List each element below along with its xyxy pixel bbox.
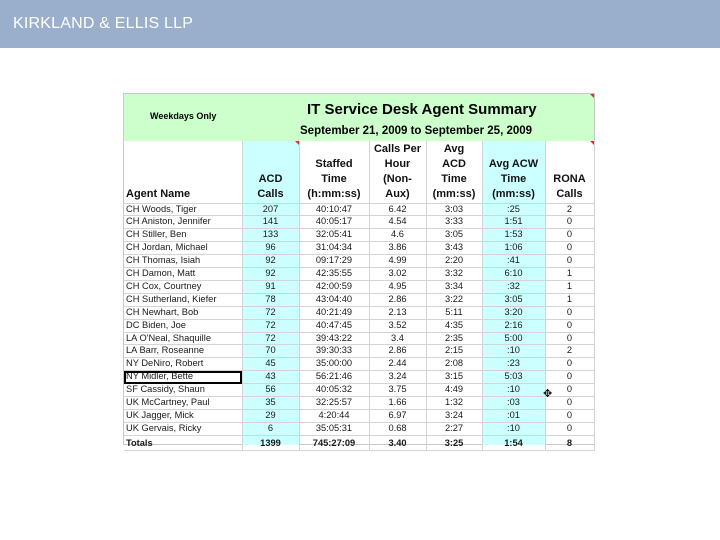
rona-cell: 0 [545,410,594,423]
acw-cell: :10 [482,422,545,435]
agent-name-cell: NY Midler, Bette [124,371,242,384]
aat-cell: 3:22 [426,293,482,306]
column-header [482,141,545,203]
agent-name-cell: UK McCartney, Paul [124,397,242,410]
rona-cell: 1 [545,293,594,306]
aat-cell: 3:25 [426,435,482,450]
column-header-line: Time [500,172,527,185]
table-header-row [124,141,594,203]
agent-name-cell: UK Jagger, Mick [124,410,242,423]
table-row [124,319,594,332]
table-row [124,397,594,410]
staffed-cell: 56:21:46 [299,371,369,384]
rona-cell: 1 [545,268,594,281]
totals-row [124,435,594,450]
acw-cell: 1:54 [482,435,545,450]
acd-cell: 133 [242,229,299,242]
cph-cell: 3.4 [369,332,426,345]
agent-name-cell: DC Biden, Joe [124,319,242,332]
agent-name-cell: NY DeNiro, Robert [124,358,242,371]
report-date-range: September 21, 2009 to September 25, 2009 [300,125,533,137]
column-header [242,141,299,203]
acw-cell: :01 [482,410,545,423]
rona-cell: 2 [545,203,594,216]
staffed-cell: 39:43:22 [299,332,369,345]
staffed-cell: 35:05:31 [299,422,369,435]
acd-cell: 96 [242,242,299,255]
cph-cell: 4.6 [369,229,426,242]
acw-cell: 3:05 [482,293,545,306]
staffed-cell: 40:05:17 [299,216,369,229]
aat-cell: 3:33 [426,216,482,229]
acw-cell: :03 [482,397,545,410]
agent-name-cell: CH Jordan, Michael [124,242,242,255]
cph-cell: 3.40 [369,435,426,450]
column-header-line: Staffed [315,157,353,170]
table-row [124,242,594,255]
aat-cell: 2:08 [426,358,482,371]
acd-cell: 207 [242,203,299,216]
comment-marker [590,94,594,98]
table-row [124,371,594,384]
acw-cell: 1:06 [482,242,545,255]
column-header [369,141,426,203]
aat-cell: 3:32 [426,268,482,281]
column-header-line: RONA [553,172,586,185]
column-header-line: Calls [257,187,284,200]
column-header [545,141,594,203]
report-title: IT Service Desk Agent Summary [307,101,537,118]
acd-cell: 92 [242,268,299,281]
aat-cell: 4:49 [426,384,482,397]
column-header-line: (h:mm:ss) [307,187,361,200]
table-row [124,345,594,358]
acd-cell: 141 [242,216,299,229]
staffed-cell: 42:00:59 [299,280,369,293]
column-header-line: Avg [443,142,465,155]
table-row [124,280,594,293]
staffed-cell: 40:47:45 [299,319,369,332]
cph-cell: 0.68 [369,422,426,435]
report-title-band [124,94,594,141]
rona-cell: 8 [545,435,594,450]
table-row [124,229,594,242]
acd-cell: 43 [242,371,299,384]
cph-cell: 4.99 [369,255,426,268]
rona-cell: 0 [545,371,594,384]
acw-cell: :10 [482,384,545,397]
acd-cell: 35 [242,397,299,410]
rona-cell: 0 [545,319,594,332]
column-header-line: Avg ACW [488,157,539,170]
agent-name-cell: CH Woods, Tiger [124,203,242,216]
cph-cell: 6.97 [369,410,426,423]
column-header-line: Calls [556,187,583,200]
acd-cell: 72 [242,332,299,345]
cph-cell: 4.54 [369,216,426,229]
acw-cell: :10 [482,345,545,358]
acw-cell: 5:03 [482,371,545,384]
acw-cell: :25 [482,203,545,216]
rona-cell: 0 [545,229,594,242]
aat-cell: 2:27 [426,422,482,435]
staffed-cell: 31:04:34 [299,242,369,255]
column-header [299,141,369,203]
agent-summary-table [124,141,595,451]
rona-cell: 2 [545,345,594,358]
rona-cell: 0 [545,216,594,229]
acd-cell: 92 [242,255,299,268]
column-header [124,141,242,203]
column-header-line: (Non- [383,172,412,185]
rona-cell: 0 [545,306,594,319]
rona-cell: 0 [545,422,594,435]
table-row [124,268,594,281]
acw-cell: 1:51 [482,216,545,229]
aat-cell: 2:35 [426,332,482,345]
acd-cell: 45 [242,358,299,371]
acd-cell: 70 [242,345,299,358]
acd-cell: 72 [242,319,299,332]
cph-cell: 1.66 [369,397,426,410]
rona-cell: 1 [545,280,594,293]
agent-name-cell: LA O'Neal, Shaquille [124,332,242,345]
staffed-cell: 39:30:33 [299,345,369,358]
aat-cell: 3:24 [426,410,482,423]
staffed-cell: 40:10:47 [299,203,369,216]
table-row [124,332,594,345]
column-header-line: Calls Per [373,142,422,155]
staffed-cell: 43:04:40 [299,293,369,306]
acd-cell: 56 [242,384,299,397]
agent-name-cell: Totals [124,435,242,450]
rona-cell: 0 [545,242,594,255]
column-header [426,141,482,203]
cph-cell: 3.02 [369,268,426,281]
acd-cell: 78 [242,293,299,306]
table-row [124,293,594,306]
acw-cell: 2:16 [482,319,545,332]
report-scope: Weekdays Only [150,111,217,121]
column-header-line: Agent Name [126,187,191,200]
staffed-cell: 32:25:57 [299,397,369,410]
agent-name-cell: UK Gervais, Ricky [124,422,242,435]
staffed-cell: 40:21:49 [299,306,369,319]
column-header-line: Aux) [385,187,410,200]
aat-cell: 2:15 [426,345,482,358]
cph-cell: 3.75 [369,384,426,397]
cph-cell: 2.44 [369,358,426,371]
column-header-line: Time [441,172,467,185]
agent-name-cell: SF Cassidy, Shaun [124,384,242,397]
spreadsheet-image [123,93,595,448]
header-bar [0,0,720,48]
aat-cell: 3:34 [426,280,482,293]
aat-cell: 3:05 [426,229,482,242]
table-row [124,384,594,397]
rona-cell: 0 [545,332,594,345]
table-row [124,255,594,268]
acw-cell: :23 [482,358,545,371]
acw-cell: 6:10 [482,268,545,281]
acd-cell: 29 [242,410,299,423]
agent-name-cell: CH Newhart, Bob [124,306,242,319]
cph-cell: 6.42 [369,203,426,216]
acd-cell: 91 [242,280,299,293]
acd-cell: 72 [242,306,299,319]
rona-cell: 0 [545,384,594,397]
staffed-cell: 4:20:44 [299,410,369,423]
agent-name-cell: CH Aniston, Jennifer [124,216,242,229]
comment-marker [295,141,299,145]
table-row [124,216,594,229]
acw-cell: :41 [482,255,545,268]
agent-name-cell: CH Sutherland, Kiefer [124,293,242,306]
column-header-line: (mm:ss) [432,187,476,200]
staffed-cell: 35:00:00 [299,358,369,371]
agent-name-cell: CH Cox, Courtney [124,280,242,293]
column-header-line: Hour [384,157,411,170]
column-header-line: Time [321,172,347,185]
staffed-cell: 32:05:41 [299,229,369,242]
firm-name: KIRKLAND & ELLIS LLP [13,15,194,32]
aat-cell: 3:03 [426,203,482,216]
aat-cell: 5:11 [426,306,482,319]
comment-marker [590,141,594,145]
acw-cell: 1:53 [482,229,545,242]
staffed-cell: 745:27:09 [299,435,369,450]
table-row [124,422,594,435]
column-header-line: ACD [442,157,466,170]
column-header-line: (mm:ss) [492,187,535,200]
rona-cell: 0 [545,255,594,268]
cph-cell: 3.24 [369,371,426,384]
acd-cell: 1399 [242,435,299,450]
agent-name-cell: CH Damon, Matt [124,268,242,281]
staffed-cell: 09:17:29 [299,255,369,268]
table-row [124,203,594,216]
staffed-cell: 40:05:32 [299,384,369,397]
cph-cell: 2.86 [369,345,426,358]
rona-cell: 0 [545,358,594,371]
table-row [124,358,594,371]
acw-cell: :32 [482,280,545,293]
cph-cell: 3.86 [369,242,426,255]
rona-cell: 0 [545,397,594,410]
agent-name-cell: CH Stiller, Ben [124,229,242,242]
agent-name-cell: CH Thomas, Isiah [124,255,242,268]
cph-cell: 2.13 [369,306,426,319]
aat-cell: 3:15 [426,371,482,384]
aat-cell: 3:43 [426,242,482,255]
aat-cell: 2:20 [426,255,482,268]
cell-cursor-icon: ✥ [543,388,553,400]
cph-cell: 4.95 [369,280,426,293]
column-header-line: ACD [258,172,283,185]
acd-cell: 6 [242,422,299,435]
aat-cell: 1:32 [426,397,482,410]
table-row [124,410,594,423]
aat-cell: 4:35 [426,319,482,332]
cph-cell: 3.52 [369,319,426,332]
acw-cell: 3:20 [482,306,545,319]
acw-cell: 5:00 [482,332,545,345]
table-row [124,306,594,319]
agent-name-cell: LA Barr, Roseanne [124,345,242,358]
staffed-cell: 42:35:55 [299,268,369,281]
cph-cell: 2.86 [369,293,426,306]
